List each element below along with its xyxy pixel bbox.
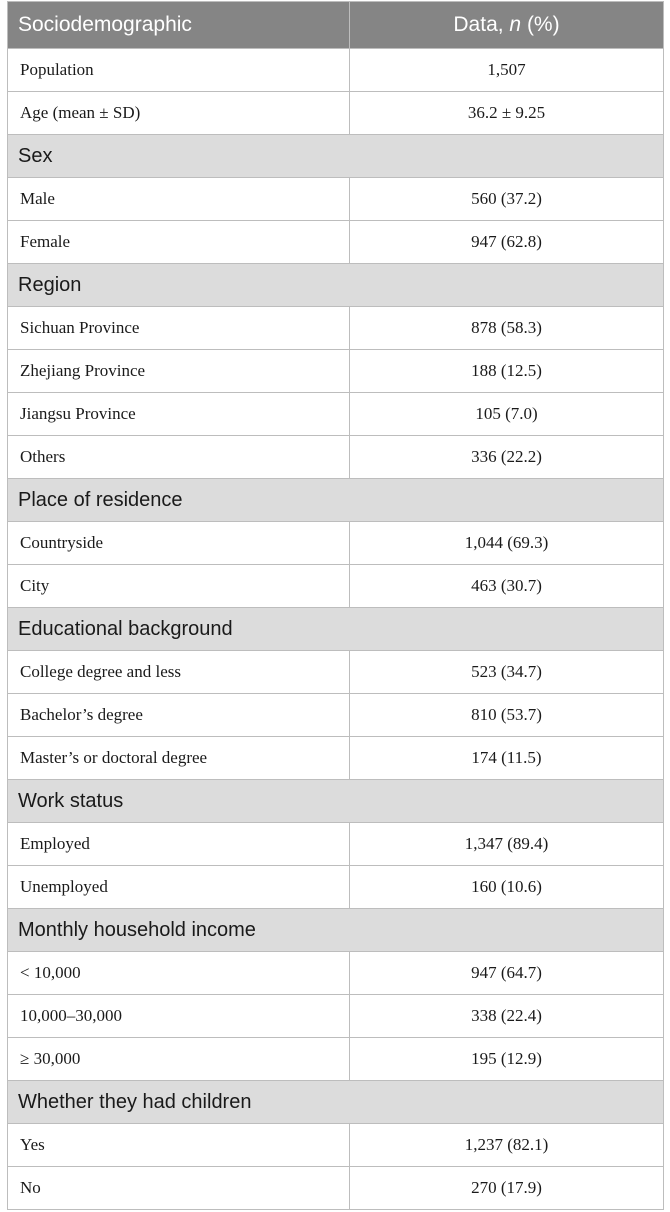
row-value: 1,237 (82.1) bbox=[350, 1124, 664, 1167]
row-label: No bbox=[8, 1167, 350, 1210]
table-row bbox=[8, 565, 664, 608]
row-label: College degree and less bbox=[8, 651, 350, 694]
row-value: 523 (34.7) bbox=[350, 651, 664, 694]
row-label: Master’s or doctoral degree bbox=[8, 737, 350, 780]
table-row bbox=[8, 866, 664, 909]
row-label: Age (mean ± SD) bbox=[8, 92, 350, 135]
row-label: Countryside bbox=[8, 522, 350, 565]
section-label: Sex bbox=[8, 135, 664, 178]
section-label: Work status bbox=[8, 780, 664, 823]
table-row bbox=[8, 952, 664, 995]
section-row bbox=[8, 135, 664, 178]
table-row bbox=[8, 307, 664, 350]
table-row bbox=[8, 49, 664, 92]
section-label: Educational background bbox=[8, 608, 664, 651]
table-row bbox=[8, 1038, 664, 1081]
header-data-prefix: Data, bbox=[453, 13, 510, 36]
table-row bbox=[8, 823, 664, 866]
table-row bbox=[8, 1124, 664, 1167]
row-value: 947 (62.8) bbox=[350, 221, 664, 264]
row-label: Jiangsu Province bbox=[8, 393, 350, 436]
row-value: 463 (30.7) bbox=[350, 565, 664, 608]
row-value: 174 (11.5) bbox=[350, 737, 664, 780]
section-label: Monthly household income bbox=[8, 909, 664, 952]
table-row bbox=[8, 1167, 664, 1210]
row-value: 810 (53.7) bbox=[350, 694, 664, 737]
table-row bbox=[8, 651, 664, 694]
row-value: 947 (64.7) bbox=[350, 952, 664, 995]
row-value: 195 (12.9) bbox=[350, 1038, 664, 1081]
row-value: 1,347 (89.4) bbox=[350, 823, 664, 866]
row-value: 1,507 bbox=[350, 49, 664, 92]
section-row bbox=[8, 479, 664, 522]
header-sociodemographic: Sociodemographic bbox=[8, 2, 350, 49]
row-value: 105 (7.0) bbox=[350, 393, 664, 436]
table-row bbox=[8, 393, 664, 436]
row-value: 336 (22.2) bbox=[350, 436, 664, 479]
row-label: Population bbox=[8, 49, 350, 92]
table-row bbox=[8, 737, 664, 780]
table-header-row bbox=[8, 2, 664, 49]
row-value: 270 (17.9) bbox=[350, 1167, 664, 1210]
sociodemographic-table bbox=[7, 1, 664, 1210]
row-label: Zhejiang Province bbox=[8, 350, 350, 393]
row-value: 160 (10.6) bbox=[350, 866, 664, 909]
section-row bbox=[8, 1081, 664, 1124]
row-value: 560 (37.2) bbox=[350, 178, 664, 221]
row-label: Unemployed bbox=[8, 866, 350, 909]
row-value: 1,044 (69.3) bbox=[350, 522, 664, 565]
row-value: 878 (58.3) bbox=[350, 307, 664, 350]
row-label: Sichuan Province bbox=[8, 307, 350, 350]
section-label: Region bbox=[8, 264, 664, 307]
section-row bbox=[8, 608, 664, 651]
row-label: Employed bbox=[8, 823, 350, 866]
row-label: 10,000–30,000 bbox=[8, 995, 350, 1038]
header-data bbox=[350, 2, 664, 49]
table-row bbox=[8, 92, 664, 135]
section-label: Place of residence bbox=[8, 479, 664, 522]
table-row bbox=[8, 221, 664, 264]
table-row bbox=[8, 436, 664, 479]
section-row bbox=[8, 780, 664, 823]
section-label: Whether they had children bbox=[8, 1081, 664, 1124]
table-row bbox=[8, 178, 664, 221]
header-data-n: n bbox=[509, 13, 522, 36]
table-body bbox=[8, 49, 664, 1210]
row-label: Bachelor’s degree bbox=[8, 694, 350, 737]
table-row bbox=[8, 694, 664, 737]
table-row bbox=[8, 995, 664, 1038]
row-label: ≥ 30,000 bbox=[8, 1038, 350, 1081]
row-value: 188 (12.5) bbox=[350, 350, 664, 393]
row-label: City bbox=[8, 565, 350, 608]
row-label: Female bbox=[8, 221, 350, 264]
header-data-suffix: (%) bbox=[521, 13, 560, 36]
section-row bbox=[8, 909, 664, 952]
row-value: 338 (22.4) bbox=[350, 995, 664, 1038]
row-label: Others bbox=[8, 436, 350, 479]
row-label: Yes bbox=[8, 1124, 350, 1167]
row-label: Male bbox=[8, 178, 350, 221]
table-row bbox=[8, 350, 664, 393]
row-label: < 10,000 bbox=[8, 952, 350, 995]
table-row bbox=[8, 522, 664, 565]
section-row bbox=[8, 264, 664, 307]
row-value: 36.2 ± 9.25 bbox=[350, 92, 664, 135]
